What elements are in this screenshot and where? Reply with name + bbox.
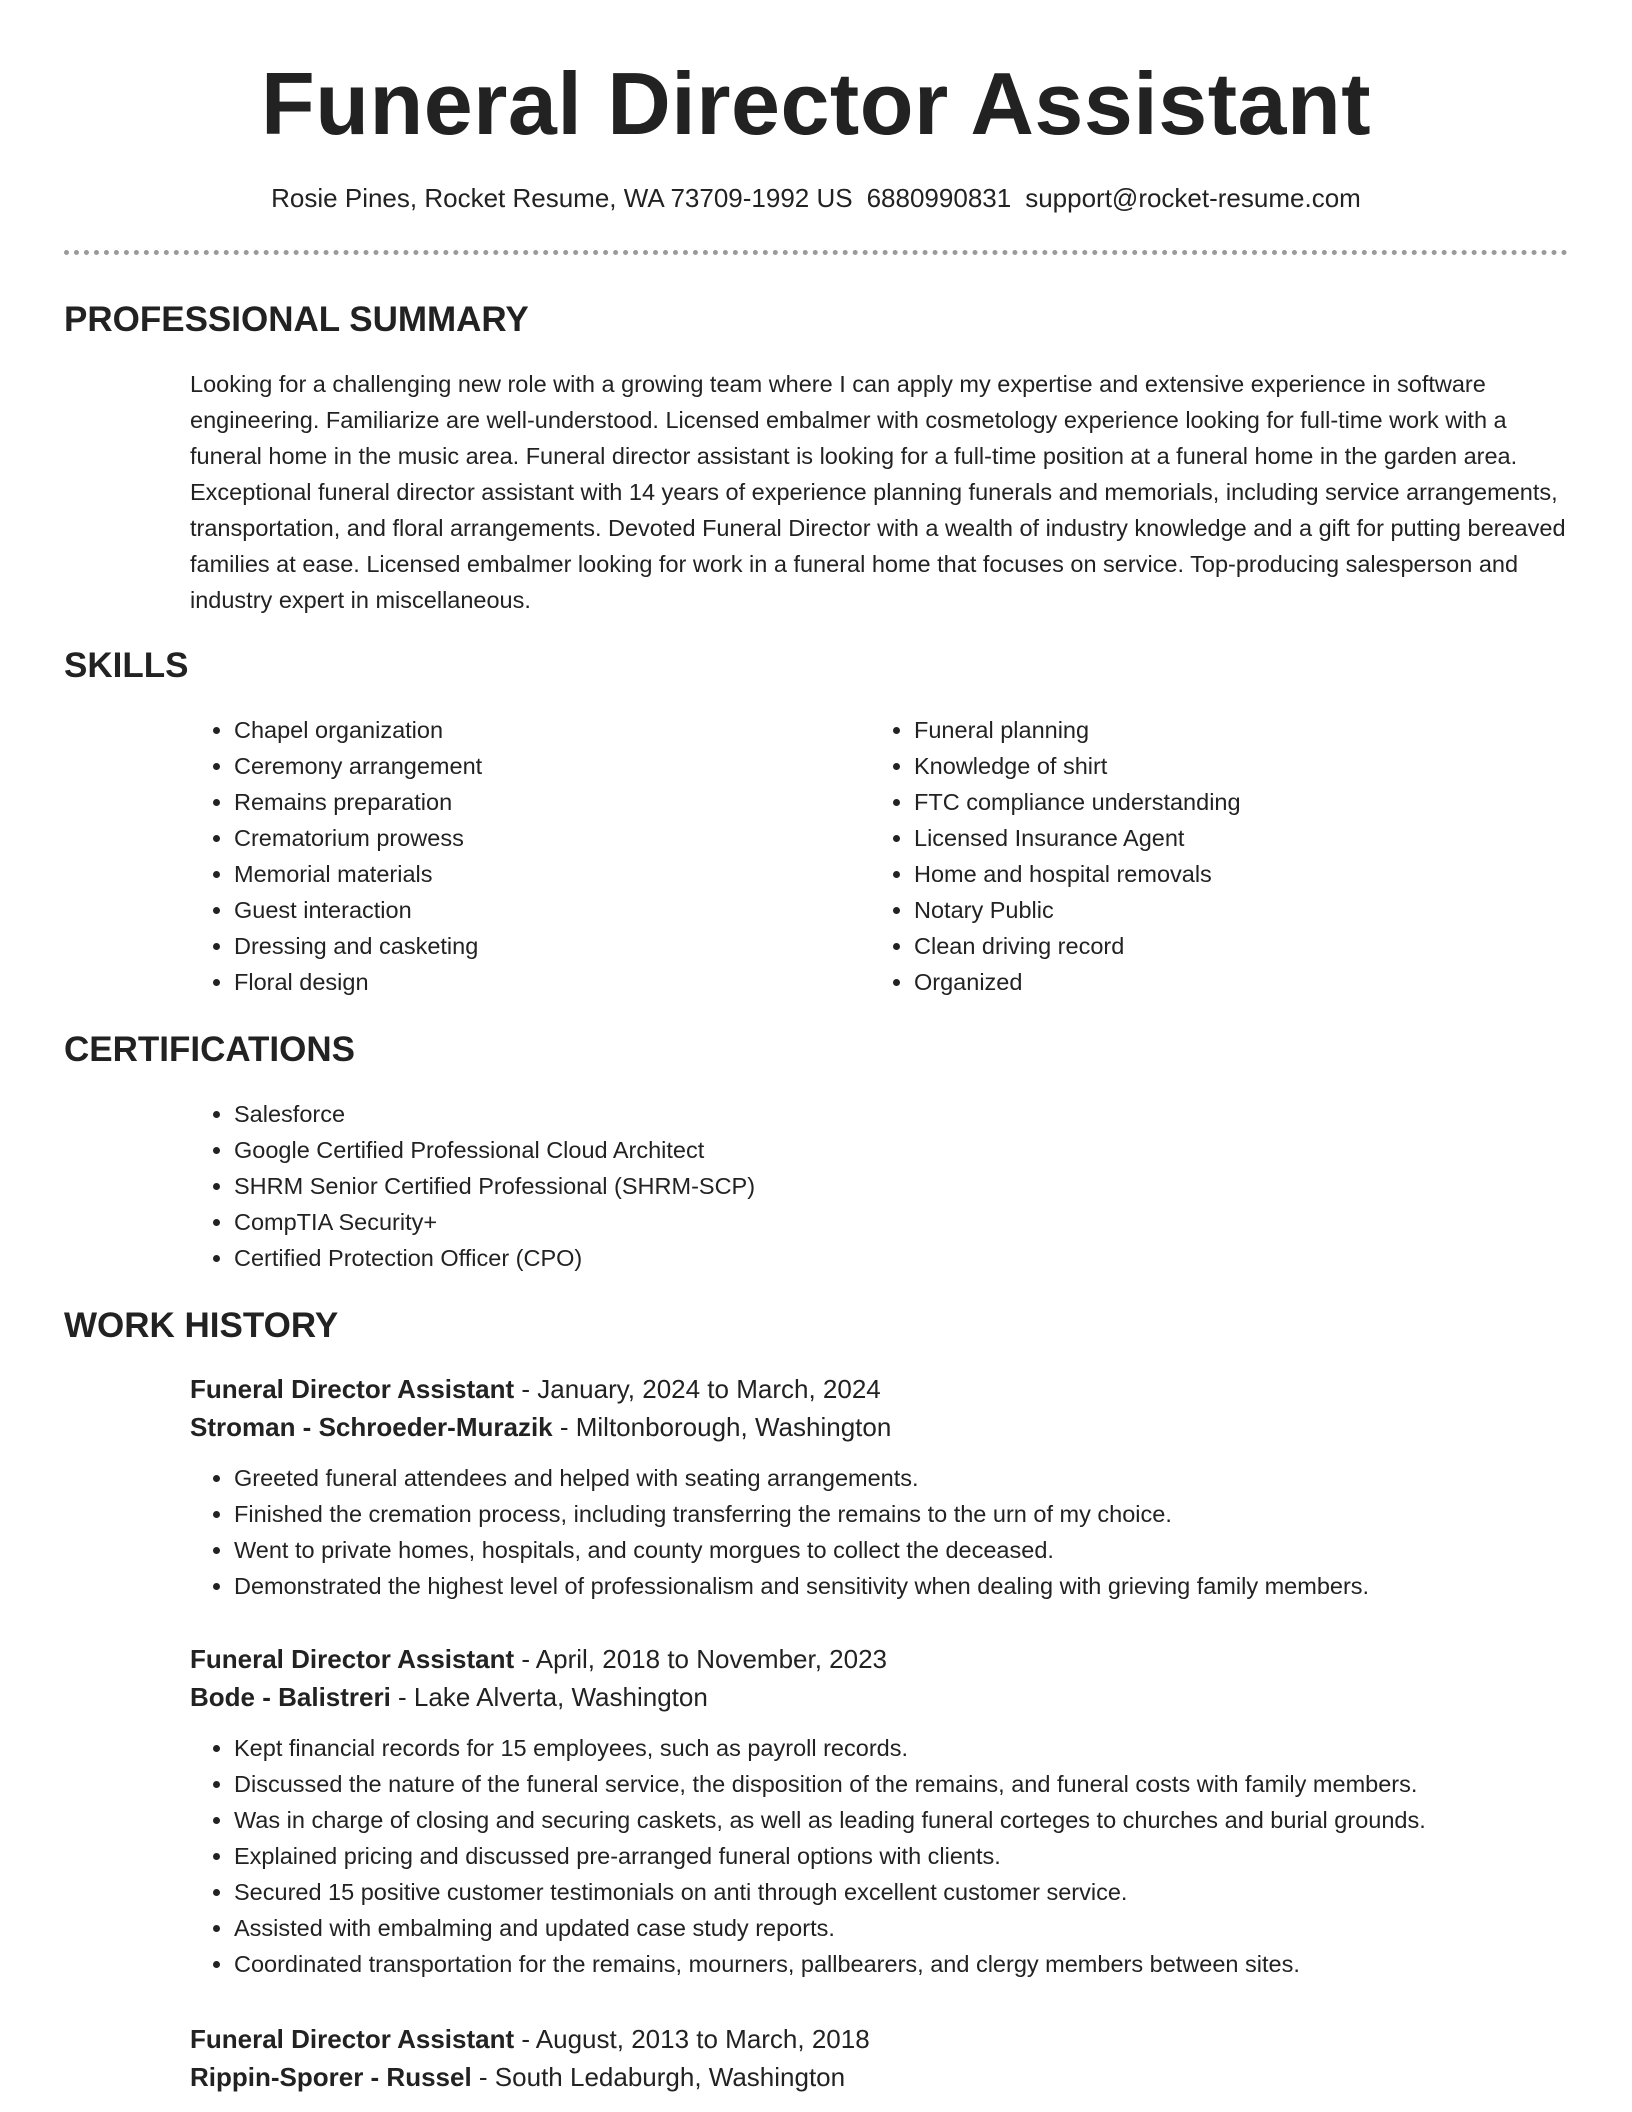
skills-column-left	[190, 712, 870, 1000]
skills-list	[190, 712, 1568, 1000]
job-role: Funeral Director Assistant	[190, 2024, 515, 2054]
skill-item: • Clean driving record	[914, 928, 1550, 964]
certification-item: • Salesforce	[234, 1096, 1568, 1132]
skill-item: • Ceremony arrangement	[234, 748, 870, 784]
skill-item: • Floral design	[234, 964, 870, 1000]
contact-email: support@rocket-resume.com	[1025, 183, 1361, 213]
job-dates: - April, 2018 to November, 2023	[514, 1644, 888, 1674]
job-location: - South Ledaburgh, Washington	[471, 2062, 846, 2092]
contact-address: Rosie Pines, Rocket Resume, WA 73709-1992 US	[271, 183, 853, 213]
skill-item: • Crematorium prowess	[234, 820, 870, 856]
job-title-line	[190, 1640, 1568, 1678]
job-title-line	[190, 2020, 1568, 2058]
skill-item: • Organized	[914, 964, 1550, 1000]
certification-item: • Google Certified Professional Cloud Architect	[234, 1132, 1568, 1168]
skill-item: • Notary Public	[914, 892, 1550, 928]
job-dates: - January, 2024 to March, 2024	[514, 1374, 881, 1404]
contact-line	[64, 180, 1568, 216]
skill-item: • Memorial materials	[234, 856, 870, 892]
skill-item: • Funeral planning	[914, 712, 1550, 748]
job-bullet: • Kept financial records for 15 employees, such as payroll records.	[234, 1730, 1568, 1766]
skill-item: • Chapel organization	[234, 712, 870, 748]
job-bullet: • Assisted with embalming and updated case study reports.	[234, 1910, 1568, 1946]
resume-title: Funeral Director Assistant	[260, 54, 1372, 153]
certification-item: • CompTIA Security+	[234, 1204, 1568, 1240]
job-entry	[190, 2020, 1568, 2096]
job-role: Funeral Director Assistant	[190, 1374, 515, 1404]
job-company: Bode - Balistreri	[190, 1682, 391, 1712]
skill-item: • Guest interaction	[234, 892, 870, 928]
certifications-heading: CERTIFICATIONS	[64, 1030, 356, 1069]
job-bullets	[190, 1460, 1568, 1604]
skill-item: • FTC compliance understanding	[914, 784, 1550, 820]
job-bullet: • Secured 15 positive customer testimonials on anti through excellent customer service.	[234, 1874, 1568, 1910]
skill-item: • Licensed Insurance Agent	[914, 820, 1550, 856]
job-title-line	[190, 1370, 1568, 1408]
certification-item: • Certified Protection Officer (CPO)	[234, 1240, 1568, 1276]
job-dates: - August, 2013 to March, 2018	[514, 2024, 870, 2054]
contact-phone: 6880990831	[866, 183, 1012, 213]
skill-item: • Home and hospital removals	[914, 856, 1550, 892]
job-bullets	[190, 1730, 1568, 1982]
job-bullet: • Finished the cremation process, including transferring the remains to the urn of my choice.	[234, 1496, 1568, 1532]
certifications-list	[190, 1096, 1568, 1276]
certification-item: • SHRM Senior Certified Professional (SHRM-SCP)	[234, 1168, 1568, 1204]
job-bullet: • Went to private homes, hospitals, and county morgues to collect the deceased.	[234, 1532, 1568, 1568]
job-company: Rippin-Sporer - Russel	[190, 2062, 472, 2092]
summary-text: Looking for a challenging new role with a growing team where I can apply my expertise and extensive experience in software engineering. Familiarize are well-understood. Licensed embalmer with cosmetology experience looking for full-time work with a funeral home in the music area. Funeral director assistant is looking for a full-time position at a funeral home in the garden area. Exceptional funeral director assistant with 14 years of experience planning funerals and memorials, including service arrangements, transportation, and floral arrangements. Devoted Funeral Director with a wealth of industry knowledge and a gift for putting bereaved families at ease. Licensed embalmer looking for work in a funeral home that focuses on service. Top-producing salesperson and industry expert in miscellaneous.	[190, 371, 1566, 613]
job-company-line	[190, 1408, 1568, 1446]
job-location: - Miltonborough, Washington	[552, 1412, 892, 1442]
skills-column-right	[870, 712, 1550, 1000]
work-history-heading: WORK HISTORY	[64, 1306, 339, 1345]
job-location: - Lake Alverta, Washington	[390, 1682, 708, 1712]
job-bullet: • Discussed the nature of the funeral service, the disposition of the remains, and funeral costs with family members.	[234, 1766, 1568, 1802]
job-bullet: • Demonstrated the highest level of professionalism and sensitivity when dealing with grieving family members.	[234, 1568, 1568, 1604]
job-role: Funeral Director Assistant	[190, 1644, 515, 1674]
job-company-line	[190, 1678, 1568, 1716]
skill-item: • Dressing and casketing	[234, 928, 870, 964]
job-bullet: • Greeted funeral attendees and helped with seating arrangements.	[234, 1460, 1568, 1496]
job-company: Stroman - Schroeder-Murazik	[190, 1412, 553, 1442]
job-entry	[190, 1640, 1568, 1982]
job-bullet: • Coordinated transportation for the remains, mourners, pallbearers, and clergy members between sites.	[234, 1946, 1568, 1982]
summary-block	[190, 366, 1568, 618]
skill-item: • Knowledge of shirt	[914, 748, 1550, 784]
job-bullet: • Explained pricing and discussed pre-arranged funeral options with clients.	[234, 1838, 1568, 1874]
skill-item: • Remains preparation	[234, 784, 870, 820]
skills-heading: SKILLS	[64, 646, 189, 685]
header-divider	[64, 250, 1568, 255]
summary-heading: PROFESSIONAL SUMMARY	[64, 300, 529, 339]
job-entry	[190, 1370, 1568, 1604]
job-company-line	[190, 2058, 1568, 2096]
job-bullet: • Was in charge of closing and securing caskets, as well as leading funeral corteges to churches and burial grounds.	[234, 1802, 1568, 1838]
